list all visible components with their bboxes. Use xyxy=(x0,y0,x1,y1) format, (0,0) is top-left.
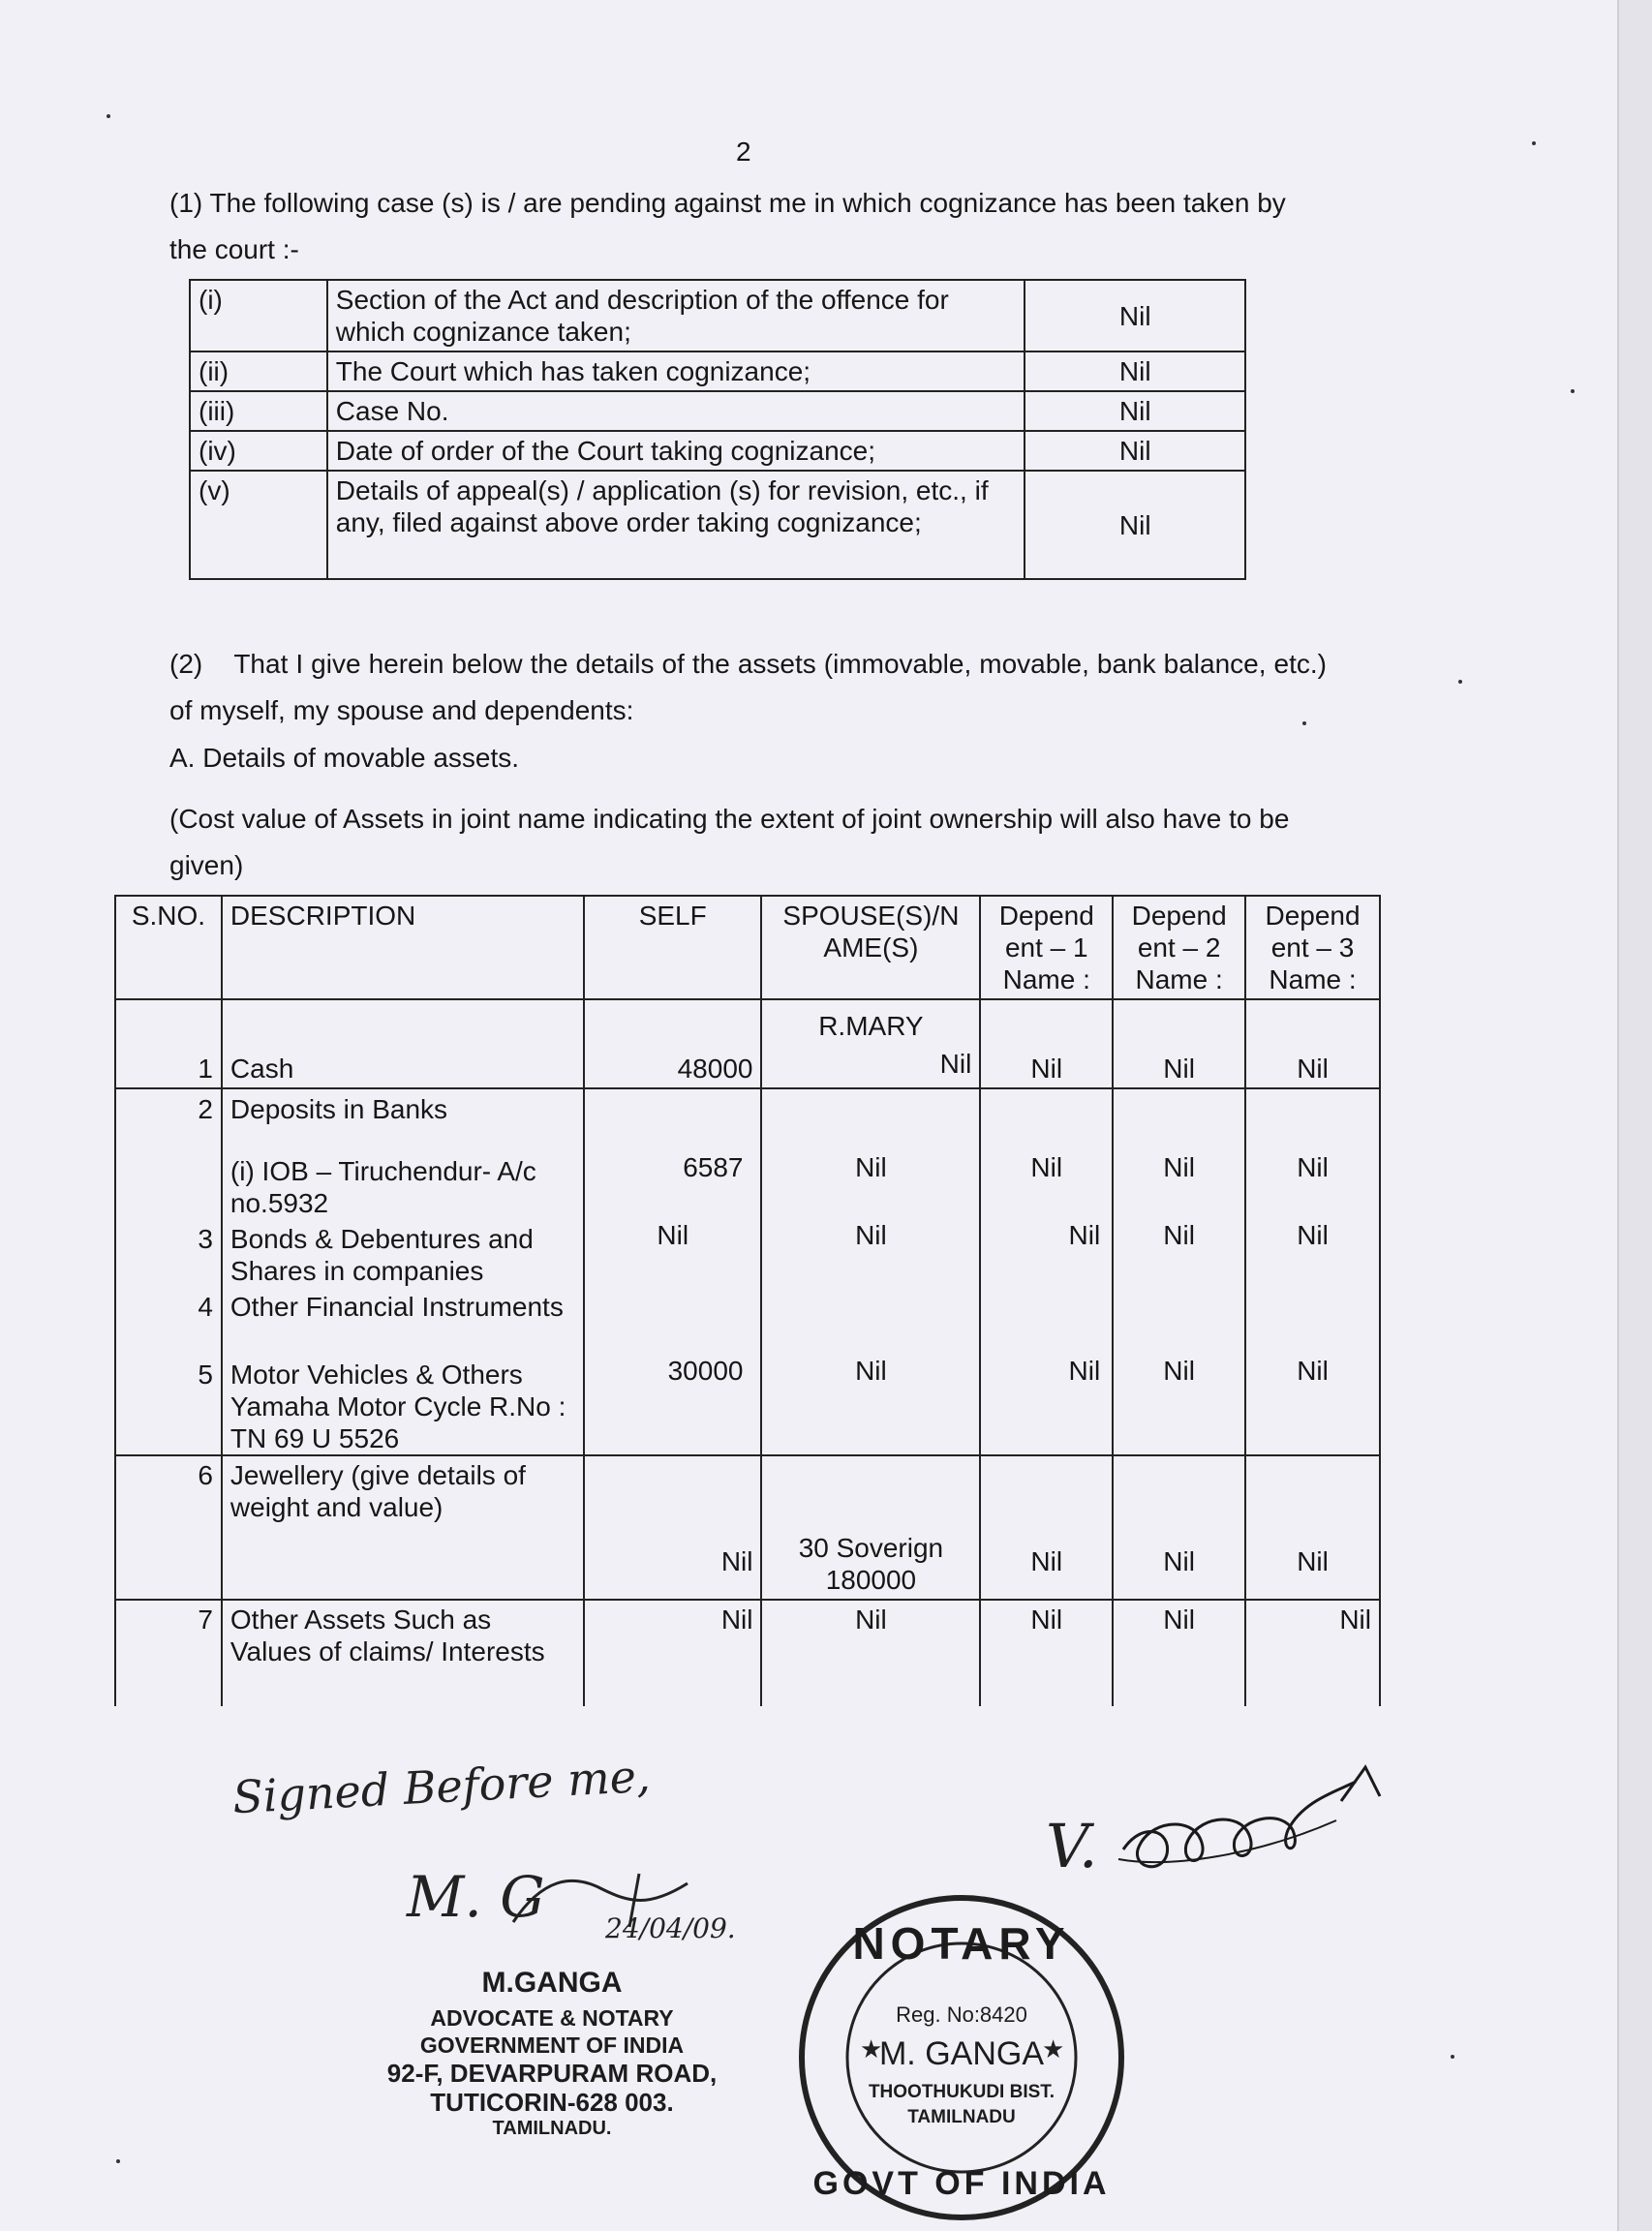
movable-assets-table xyxy=(114,895,1381,1706)
dep1-vehicles: Nil xyxy=(1068,1356,1101,1387)
cell-sno: 7 xyxy=(115,1600,222,1706)
self-bonds: Nil xyxy=(657,1220,689,1251)
table-row xyxy=(115,1600,1380,1706)
notary-government: GOVERNMENT OF INDIA xyxy=(419,2032,685,2058)
cell-dependent-2: Nil xyxy=(1113,1600,1245,1706)
cell-dependent-2-group xyxy=(1113,1088,1245,1455)
spouse-cash: Nil xyxy=(939,1049,972,1080)
seal-reg-number: Reg. No:8420 xyxy=(896,2002,1027,2027)
self-vehicles: 30000 xyxy=(667,1356,744,1387)
row-number: (iii) xyxy=(190,391,327,431)
dep3-vehicles: Nil xyxy=(1297,1356,1329,1387)
header-dependent-1: Depend ent – 1 Name : xyxy=(980,896,1113,999)
cell-dependent-1: Nil xyxy=(980,1455,1113,1600)
scan-speck xyxy=(1532,141,1536,145)
header-spouse: SPOUSE(S)/N AME(S) xyxy=(761,896,980,999)
movable-assets-heading: A. Details of movable assets. xyxy=(169,743,520,773)
page-edge xyxy=(1617,0,1652,2231)
cell-spouse-group xyxy=(761,1088,980,1455)
scan-speck xyxy=(116,2159,120,2163)
spouse-iob: Nil xyxy=(855,1152,887,1183)
seal-bottom-text: GOVT OF INDIA xyxy=(812,2165,1111,2202)
sno-financial: 4 xyxy=(198,1292,213,1323)
row-value: Nil xyxy=(1025,431,1245,471)
self-iob: 6587 xyxy=(683,1152,744,1183)
scan-speck xyxy=(1571,389,1575,393)
dep1-iob: Nil xyxy=(1030,1152,1063,1183)
cell-description: Other Assets Such as Values of claims/ Interests xyxy=(222,1600,584,1706)
row-value: Nil xyxy=(1025,351,1245,391)
cell-description: Cash xyxy=(222,999,584,1088)
scan-speck xyxy=(1451,2055,1454,2059)
table-header-row xyxy=(115,896,1380,999)
signed-before-me-handwriting: Signed Before me, xyxy=(230,1749,652,1824)
svg-text:★: ★ xyxy=(860,2035,883,2064)
cell-self: Nil xyxy=(584,1600,762,1706)
cell-dependent-1: Nil xyxy=(980,1600,1113,1706)
seal-name: M. GANGA xyxy=(878,2035,1045,2072)
scan-speck xyxy=(1302,721,1306,725)
row-number: (iv) xyxy=(190,431,327,471)
cell-dependent-2: Nil xyxy=(1113,999,1245,1088)
table-row xyxy=(190,471,1245,579)
section1-intro: (1) The following case (s) is / are pending against me in which cognizance has been taken by the court :- xyxy=(169,188,1286,264)
desc-deposits: Deposits in Banks xyxy=(229,1094,448,1125)
cell-spouse: Nil xyxy=(761,1600,980,1706)
page-number: 2 xyxy=(736,137,751,167)
dep3-bonds: Nil xyxy=(1297,1220,1329,1251)
cell-sno-group xyxy=(115,1088,222,1455)
notary-name: M.GANGA xyxy=(481,1967,623,1999)
cell-description: Jewellery (give details of weight and value) xyxy=(222,1455,584,1600)
section2-number: (2) xyxy=(169,649,203,679)
header-sno: S.NO. xyxy=(115,896,222,999)
notary-state: TAMILNADU. xyxy=(492,2117,612,2139)
row-description: Case No. xyxy=(327,391,1025,431)
row-number: (v) xyxy=(190,471,327,579)
spouse-vehicles: Nil xyxy=(855,1356,887,1387)
desc-vehicles: Motor Vehicles & Others Yamaha Motor Cycle R.No : TN 69 U 5526 xyxy=(229,1360,566,1454)
cell-dependent-2: Nil xyxy=(1113,1455,1245,1600)
row-description: Section of the Act and description of the offence for which cognizance taken; xyxy=(327,280,1025,351)
cell-spouse xyxy=(761,999,980,1088)
svg-text:★: ★ xyxy=(1042,2035,1065,2064)
cell-dependent-3: Nil xyxy=(1245,1600,1380,1706)
deponent-signature-scribble xyxy=(1114,1762,1394,1888)
row-value: Nil xyxy=(1025,471,1245,579)
spouse-bonds: Nil xyxy=(855,1220,887,1251)
seal-top-text: NOTARY xyxy=(852,1918,1071,1969)
signature-date: 24/04/09. xyxy=(605,1912,736,1944)
cell-description-group xyxy=(222,1088,584,1455)
cell-dependent-3: Nil xyxy=(1245,1455,1380,1600)
cell-sno: 1 xyxy=(115,999,222,1088)
dep1-bonds: Nil xyxy=(1068,1220,1101,1251)
header-dependent-3: Depend ent – 3 Name : xyxy=(1245,896,1380,999)
header-dependent-2: Depend ent – 2 Name : xyxy=(1113,896,1245,999)
spouse-name: R.MARY xyxy=(818,1011,924,1042)
notary-signature: M. G xyxy=(407,1864,545,1930)
joint-ownership-note: (Cost value of Assets in joint name indicating the extent of joint ownership will also have to be given) xyxy=(169,804,1290,880)
table-row xyxy=(190,280,1245,351)
desc-iob: (i) IOB – Tiruchendur- A/c no.5932 xyxy=(229,1156,536,1219)
header-self: SELF xyxy=(584,896,762,999)
row-number: (i) xyxy=(190,280,327,351)
table-row xyxy=(190,391,1245,431)
header-description: DESCRIPTION xyxy=(222,896,584,999)
notary-city: TUTICORIN-628 003. xyxy=(430,2088,674,2118)
table-row-group xyxy=(115,1088,1380,1455)
table-row xyxy=(190,351,1245,391)
table-row xyxy=(115,999,1380,1088)
row-description: Date of order of the Court taking cognizance; xyxy=(327,431,1025,471)
dep3-iob: Nil xyxy=(1297,1152,1329,1183)
cell-spouse: 30 Soverign 180000 xyxy=(761,1455,980,1600)
section2-text: That I give herein below the details of the assets (immovable, movable, bank balance, etc.) of myself, my spouse and dependents: xyxy=(169,649,1327,725)
notary-address-block xyxy=(358,1966,746,2141)
notary-seal xyxy=(792,1888,1131,2227)
cell-self: 48000 xyxy=(584,999,762,1088)
cell-sno: 6 xyxy=(115,1455,222,1600)
dep2-vehicles: Nil xyxy=(1163,1356,1195,1387)
cognizance-table xyxy=(189,279,1246,580)
scan-speck xyxy=(107,114,110,118)
desc-financial: Other Financial Instruments xyxy=(229,1292,564,1323)
seal-district: THOOTHUKUDI BIST. xyxy=(868,2082,1055,2102)
cell-self-group xyxy=(584,1088,762,1455)
notary-street: 92-F, DEVARPURAM ROAD, xyxy=(386,2058,718,2088)
sno-vehicles: 5 xyxy=(198,1360,213,1391)
sno-bonds: 3 xyxy=(198,1224,213,1255)
desc-bonds: Bonds & Debentures and Shares in companies xyxy=(229,1224,534,1287)
notary-title: ADVOCATE & NOTARY xyxy=(430,2005,674,2032)
row-description: Details of appeal(s) / application (s) for revision, etc., if any, filed against above order taking cognizance; xyxy=(327,471,1025,579)
row-number: (ii) xyxy=(190,351,327,391)
deponent-signature: V. xyxy=(1046,1811,1098,1881)
cell-dependent-1: Nil xyxy=(980,999,1113,1088)
sno-iob xyxy=(116,1155,221,1223)
cell-self: Nil xyxy=(584,1455,762,1600)
seal-state: TAMILNADU xyxy=(907,2107,1016,2127)
scan-speck xyxy=(1458,680,1462,684)
row-value: Nil xyxy=(1025,391,1245,431)
row-value: Nil xyxy=(1025,280,1245,351)
dep2-bonds: Nil xyxy=(1163,1220,1195,1251)
sno-deposits: 2 xyxy=(198,1094,213,1125)
table-row xyxy=(190,431,1245,471)
cell-dependent-3-group xyxy=(1245,1088,1380,1455)
dep2-iob: Nil xyxy=(1163,1152,1195,1183)
cell-dependent-1-group xyxy=(980,1088,1113,1455)
row-description: The Court which has taken cognizance; xyxy=(327,351,1025,391)
cell-dependent-3: Nil xyxy=(1245,999,1380,1088)
table-row xyxy=(115,1455,1380,1600)
section2-intro xyxy=(169,641,1327,734)
